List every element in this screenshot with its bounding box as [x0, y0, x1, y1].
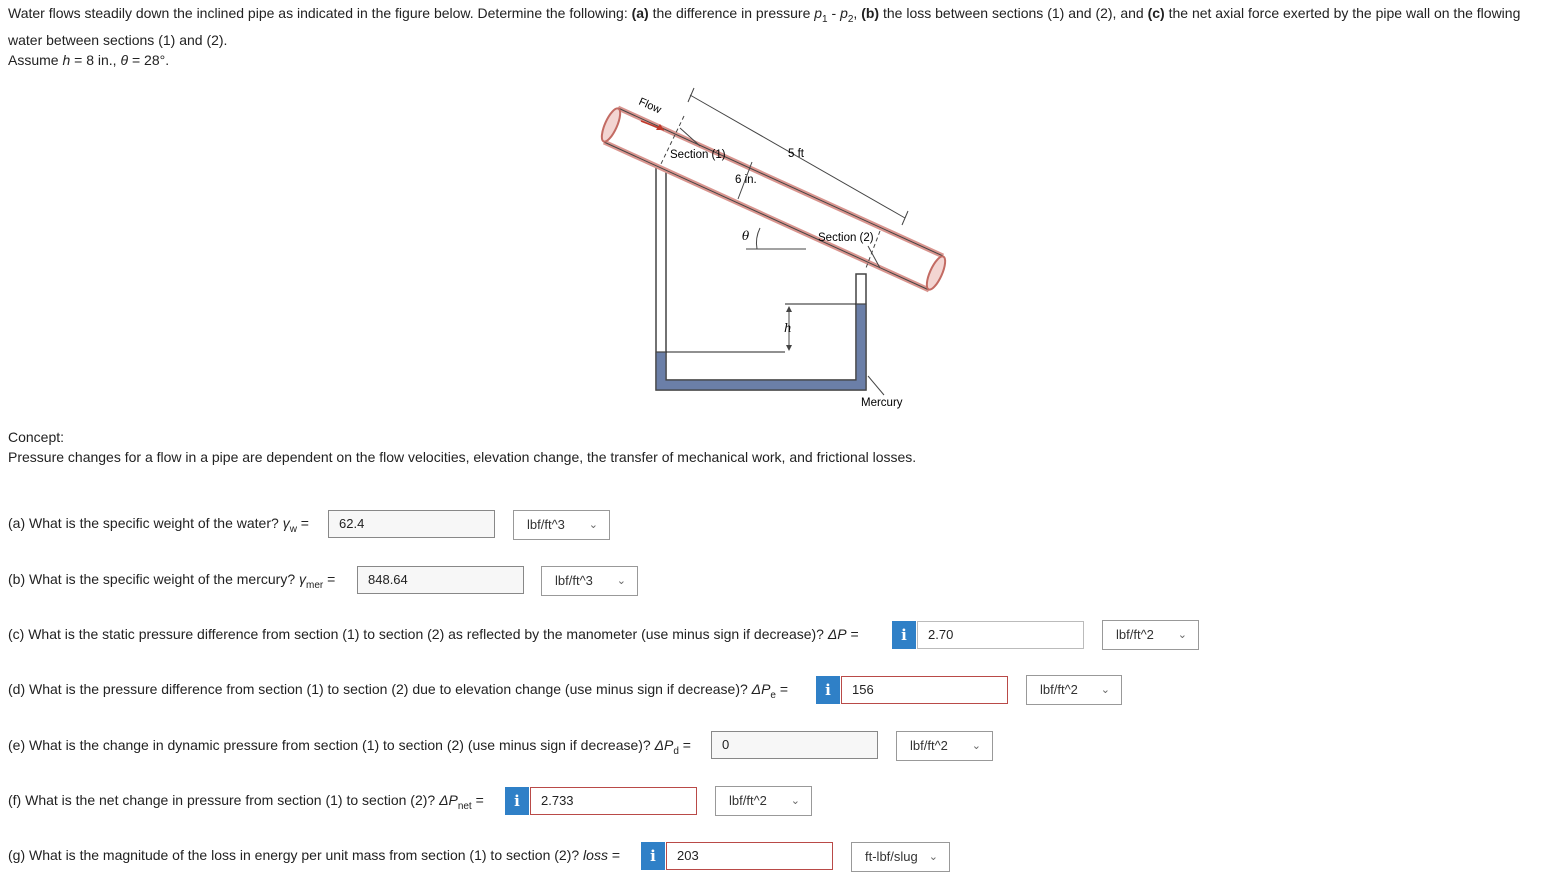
info-icon[interactable]: i [816, 676, 840, 704]
info-icon[interactable]: i [505, 787, 529, 815]
chevron-down-icon: ⌄ [971, 740, 981, 752]
h-label: h [784, 321, 792, 335]
mercury-label: Mercury [861, 397, 903, 409]
pipe [600, 106, 949, 292]
unit-select-b[interactable]: lbf/ft^3 ⌄ [541, 566, 638, 596]
unit-select-c[interactable]: lbf/ft^2 ⌄ [1102, 620, 1199, 650]
problem-statement: Water flows steadily down the inclined pipe as indicated in the figure below. Determine the following: (a) the difference in pressure $p_1 - p_2$, (b) the loss between sections (1) and (2), and (c) the net axial force exerted by the pipe wall on the flowing water between sections (1) and (2). Assume h = 8 in., θ = 28°. [8, 5, 1521, 68]
unit-select-e[interactable]: lbf/ft^2 ⌄ [896, 731, 993, 761]
question-a-label: (a) What is the specific weight of the water? $\gamma_w$ = [8, 515, 309, 535]
chevron-down-icon: ⌄ [1100, 684, 1110, 696]
chevron-down-icon: ⌄ [588, 519, 598, 531]
concept-text: Pressure changes for a flow in a pipe are dependent on the flow velocities, elevation change, the transfer of mechanical work, and frictional losses. [8, 449, 917, 465]
question-c-label: (c) What is the static pressure difference from section (1) to section (2) as reflected by the manometer (use minus sign if decrease)? ΔP = [8, 626, 859, 642]
section-1-label: Section (1) [670, 149, 726, 161]
chevron-down-icon: ⌄ [790, 795, 800, 807]
specific-weight-water-input[interactable]: 62.4 [328, 510, 495, 538]
static-pressure-input[interactable]: 2.70 [917, 621, 1084, 649]
specific-weight-mercury-input[interactable]: 848.64 [357, 566, 524, 594]
concept-heading: Concept: [8, 429, 65, 445]
unit-select-g[interactable]: ft-lbf/slug ⌄ [851, 842, 950, 872]
unit-select-d[interactable]: lbf/ft^2 ⌄ [1026, 675, 1122, 705]
section-2-label: Section (2) [818, 232, 874, 244]
inclined-pipe-figure [600, 75, 960, 420]
length-label: 5 ft [788, 148, 804, 160]
question-b-label: (b) What is the specific weight of the mercury? $\gamma_{mer}$ = [8, 571, 336, 591]
flow-label: Flow [636, 95, 663, 117]
theta-label: θ [742, 229, 750, 243]
dynamic-pressure-input[interactable]: 0 [711, 731, 878, 759]
info-icon[interactable]: i [892, 621, 916, 649]
unit-select-f[interactable]: lbf/ft^2 ⌄ [715, 786, 812, 816]
question-g-label: (g) What is the magnitude of the loss in energy per unit mass from section (1) to section (2)? loss = [8, 847, 621, 863]
chevron-down-icon: ⌄ [1177, 629, 1187, 641]
chevron-down-icon: ⌄ [928, 851, 938, 863]
question-e-label: (e) What is the change in dynamic pressure from section (1) to section (2) (use minus sign if decrease)? $\Delta P_d$ = [8, 737, 691, 757]
chevron-down-icon: ⌄ [616, 575, 626, 587]
elevation-pressure-input[interactable]: 156 [841, 676, 1008, 704]
question-d-label: (d) What is the pressure difference from section (1) to section (2) due to elevation change (use minus sign if decrease)? $\Delta P_e$ = [8, 681, 789, 701]
energy-loss-input[interactable]: 203 [666, 842, 833, 870]
mercury-fill [656, 304, 866, 390]
unit-select-a[interactable]: lbf/ft^3 ⌄ [513, 510, 610, 540]
diameter-label: 6 in. [735, 174, 757, 186]
net-pressure-input[interactable]: 2.733 [530, 787, 697, 815]
question-f-label: (f) What is the net change in pressure from section (1) to section (2)? $\Delta P_{net}$ = [8, 792, 484, 812]
info-icon[interactable]: i [641, 842, 665, 870]
